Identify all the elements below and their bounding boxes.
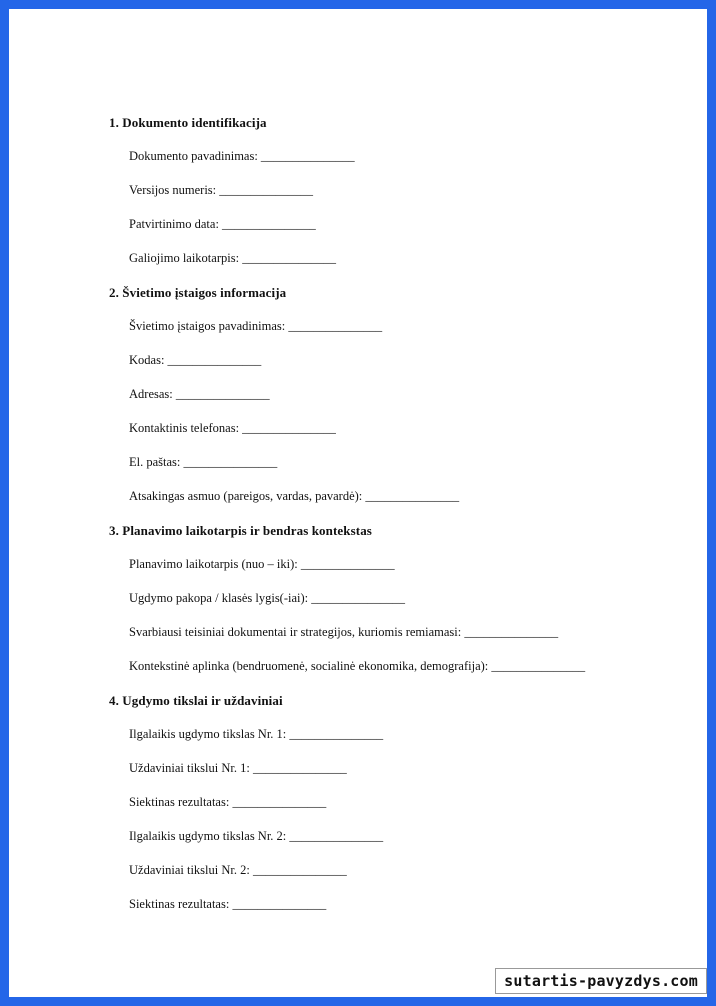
field-institution-name: [129, 318, 679, 335]
fill-in-blank: _______________: [311, 591, 406, 605]
fill-in-blank: _______________: [175, 387, 270, 401]
fill-in-blank: _______________: [252, 761, 347, 775]
field-label: Ugdymo pakopa / klasės lygis(-iai):: [129, 591, 309, 605]
fill-in-blank: _______________: [252, 863, 347, 877]
field-planning-period: [129, 556, 679, 573]
field-context: [129, 658, 679, 675]
section-title-identification: 1. Dokumento identifikacija: [109, 115, 267, 130]
field-label: Planavimo laikotarpis (nuo – iki):: [129, 557, 298, 571]
field-legal-documents: [129, 624, 679, 641]
field-phone: [129, 420, 679, 437]
field-validity-period: [129, 250, 679, 267]
field-education-level: [129, 590, 679, 607]
fill-in-blank: _______________: [232, 897, 327, 911]
field-label: Versijos numeris:: [129, 183, 217, 197]
field-label: Ilgalaikis ugdymo tikslas Nr. 2:: [129, 829, 287, 843]
field-label: Uždaviniai tikslui Nr. 1:: [129, 761, 250, 775]
field-label: Kontekstinė aplinka (bendruomenė, socialinė ekonomika, demografija):: [129, 659, 489, 673]
section-title-goals: 4. Ugdymo tikslai ir uždaviniai: [109, 693, 283, 708]
field-label: Ilgalaikis ugdymo tikslas Nr. 1:: [129, 727, 287, 741]
field-tasks-goal-2: [129, 862, 679, 879]
fill-in-blank: _______________: [219, 183, 314, 197]
fill-in-blank: _______________: [288, 319, 383, 333]
field-label: El. paštas:: [129, 455, 181, 469]
field-label: Atsakingas asmuo (pareigos, vardas, pavardė):: [129, 489, 363, 503]
field-document-name: [129, 148, 679, 165]
document-page: [9, 9, 707, 997]
fill-in-blank: _______________: [222, 217, 316, 231]
fill-in-blank: _______________: [300, 557, 395, 571]
field-label: Siektinas rezultatas:: [129, 897, 230, 911]
fill-in-blank: _______________: [365, 489, 460, 503]
fill-in-blank: _______________: [232, 795, 327, 809]
field-target-result-2: [129, 896, 679, 913]
field-goal-2: [129, 828, 679, 845]
field-label: Uždaviniai tikslui Nr. 2:: [129, 863, 250, 877]
field-target-result-1: [129, 794, 679, 811]
section-title-institution: 2. Švietimo įstaigos informacija: [109, 285, 287, 300]
field-responsible-person: [129, 488, 679, 505]
fill-in-blank: _______________: [464, 625, 559, 639]
document-content: [109, 114, 679, 930]
field-code: [129, 352, 679, 369]
fill-in-blank: _______________: [242, 251, 336, 265]
field-label: Galiojimo laikotarpis:: [129, 251, 240, 265]
watermark-logo: sutartis-pavyzdys.com: [495, 968, 707, 994]
field-label: Švietimo įstaigos pavadinimas:: [129, 319, 286, 333]
field-label: Patvirtinimo data:: [129, 217, 219, 231]
fill-in-blank: _______________: [289, 829, 384, 843]
fill-in-blank: _______________: [167, 353, 262, 367]
field-label: Dokumento pavadinimas:: [129, 149, 258, 163]
field-label: Adresas:: [129, 387, 173, 401]
fill-in-blank: _______________: [260, 149, 355, 163]
fill-in-blank: _______________: [289, 727, 384, 741]
section-title-planning: 3. Planavimo laikotarpis ir bendras kontekstas: [109, 523, 372, 538]
field-label: Kodas:: [129, 353, 165, 367]
field-approval-date: [129, 216, 679, 233]
field-goal-1: [129, 726, 679, 743]
fill-in-blank: _______________: [183, 455, 278, 469]
field-label: Svarbiausi teisiniai dokumentai ir strategijos, kuriomis remiamasi:: [129, 625, 462, 639]
fill-in-blank: _______________: [242, 421, 336, 435]
fill-in-blank: _______________: [491, 659, 586, 673]
field-email: [129, 454, 679, 471]
field-tasks-goal-1: [129, 760, 679, 777]
field-label: Kontaktinis telefonas:: [129, 421, 240, 435]
field-label: Siektinas rezultatas:: [129, 795, 230, 809]
field-version-number: [129, 182, 679, 199]
field-address: [129, 386, 679, 403]
